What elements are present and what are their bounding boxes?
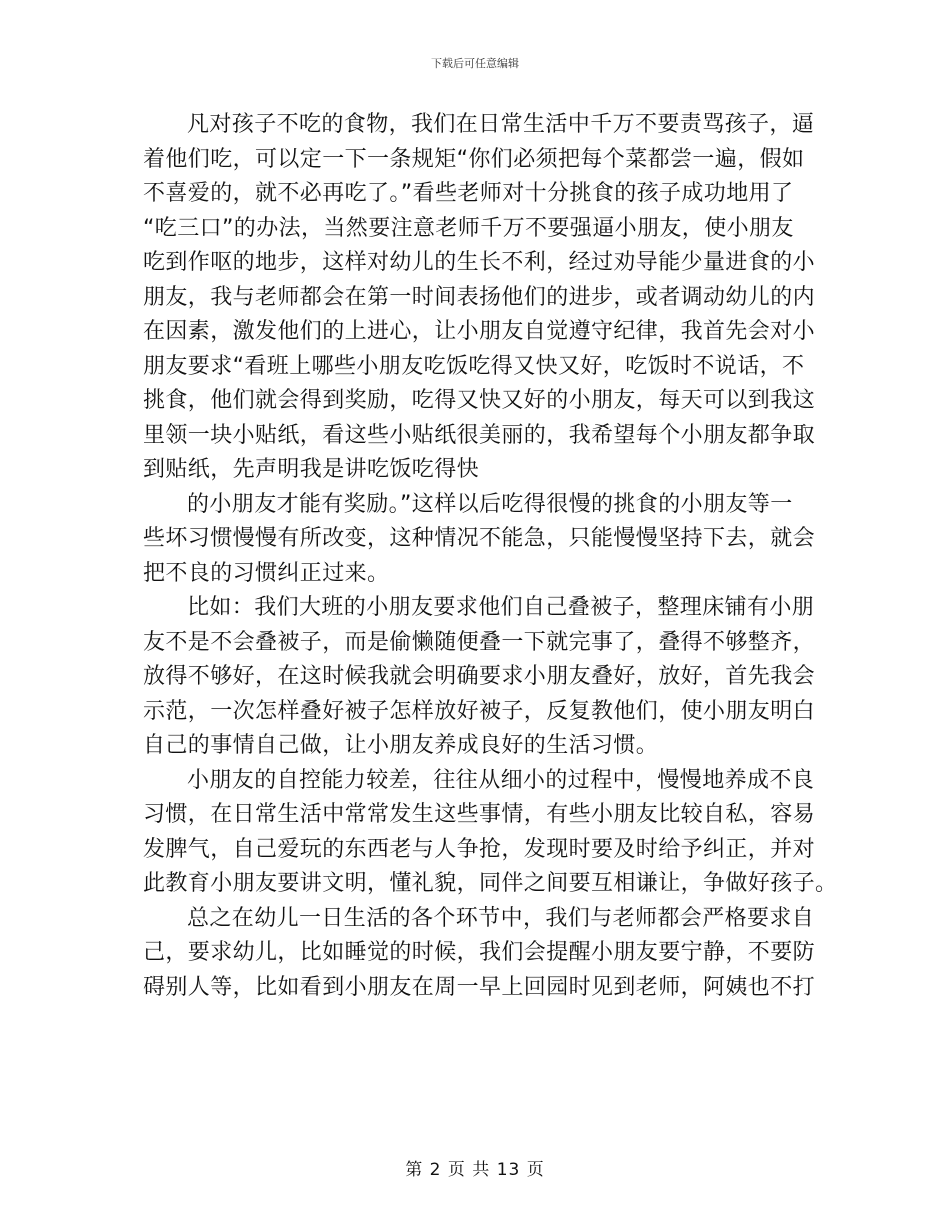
- paragraph: [143, 764, 838, 902]
- text-line: 朋友，我与老师都会在第一时间表扬他们的进步，或者调动幼儿的内: [143, 284, 816, 310]
- text-line: 己，要求幼儿，比如睡觉的时候，我们会提醒小朋友要宁静，不要防: [143, 940, 816, 965]
- text-line: 习惯，在日常生活中常常发生这些事情，有些小朋友比较自私，容易: [143, 802, 816, 827]
- text-line: 发脾气，自己爱玩的东西老与人争抢，发现时要及时给予纠正，并对: [143, 836, 816, 862]
- text-line: 挑食，他们就会得到奖励，吃得又快又好的小朋友，每天可以到我这: [143, 388, 816, 413]
- text-line: 放得不够好，在这时候我就会明确要求小朋友叠好，放好，首先我会: [143, 664, 816, 689]
- paragraph: [143, 591, 816, 764]
- text-line: 不喜爱的，就不必再吃了。”看些老师对十分挑食的孩子成功地用了: [143, 181, 794, 206]
- text-line: 些坏习惯慢慢有所改变，这种情况不能急，只能慢慢坚持下去，就会: [143, 526, 816, 551]
- paragraph: [143, 902, 816, 1006]
- text-line: 示范，一次怎样叠好被子怎样放好被子，反复教他们，使小朋友明白: [143, 698, 816, 724]
- text-line: 此教育小朋友要讲文明，懂礼貌，同伴之间要互相谦让，争做好孩子。: [143, 871, 838, 896]
- text-line: 朋友要求“看班上哪些小朋友吃饭吃得又快又好，吃饭时不说话，不: [143, 353, 805, 379]
- text-line: 在因素，激发他们的上进心，让小朋友自觉遵守纪律，我首先会对小: [143, 319, 816, 344]
- text-line: 到贴纸，先声明我是讲吃饭吃得快: [143, 457, 480, 482]
- text-line: 自己的事情自己做，让小朋友养成良好的生活习惯。: [143, 733, 659, 758]
- text-line: 比如：我们大班的小朋友要求他们自己叠被子，整理床铺有小朋: [187, 595, 815, 620]
- text-line: 小朋友的自控能力较差，往往从细小的过程中，慢慢地养成不良: [187, 767, 815, 793]
- document-body: [143, 108, 838, 1005]
- text-line: 总之在幼儿一日生活的各个环节中，我们与老师都会严格要求自: [187, 905, 815, 931]
- paragraph: [143, 488, 816, 592]
- text-line: 的小朋友才能有奖励。”这样以后吃得很慢的挑食的小朋友等一: [187, 491, 793, 517]
- text-line: 把不良的习惯纠正过来。: [143, 560, 390, 586]
- page-number: 第 2 页 共 13 页: [405, 1160, 545, 1180]
- text-line: 吃到作呕的地步，这样对幼儿的生长不利，经过劝导能少量进食的小: [143, 250, 816, 275]
- text-line: 里领一块小贴纸，看这些小贴纸很美丽的，我希望每个小朋友都争取: [143, 422, 816, 448]
- text-line: 凡对孩子不吃的食物，我们在日常生活中千万不要责骂孩子，逼: [187, 112, 815, 137]
- text-line: “吃三口”的办法，当然要注意老师千万不要强逼小朋友，使小朋友: [143, 215, 794, 241]
- text-line: 着他们吃，可以定一下一条规矩“你们必须把每个菜都尝一遍，假如: [143, 146, 805, 172]
- text-line: 碍别人等，比如看到小朋友在周一早上回园时见到老师，阿姨也不打: [143, 974, 816, 1000]
- text-line: 友不是不会叠被子，而是偷懒随便叠一下就完事了，叠得不够整齐，: [143, 629, 816, 655]
- page-header-note: 下载后可任意编辑: [431, 57, 519, 70]
- paragraph: [143, 108, 816, 488]
